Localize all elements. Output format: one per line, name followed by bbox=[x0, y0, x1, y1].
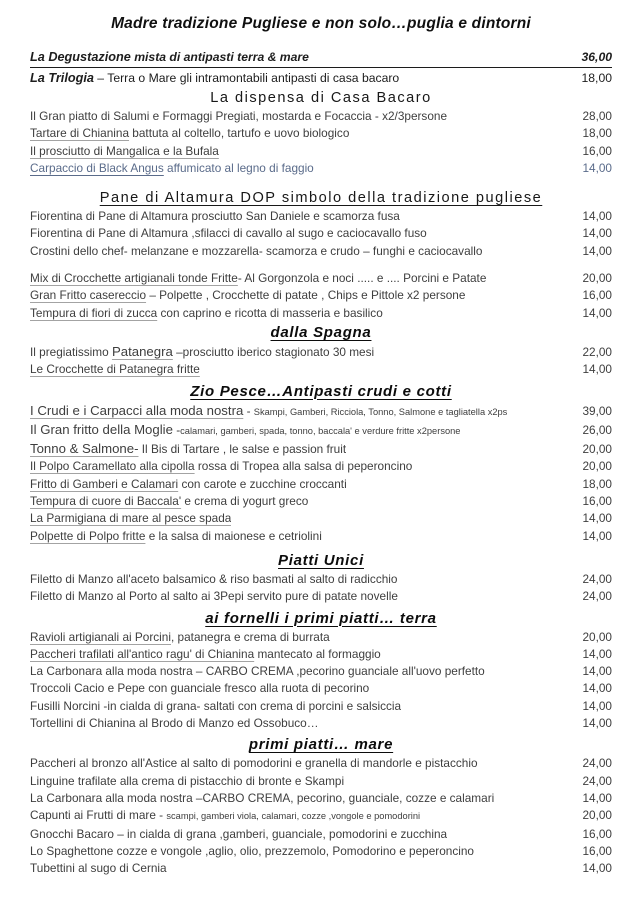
item-name-part: Tubettini al sugo di Cernia bbox=[30, 861, 167, 876]
menu-item-row bbox=[30, 225, 612, 242]
item-name-part: Tempura di cuore di Baccala' bbox=[30, 494, 182, 509]
item-name-part: Tonno & Salmone- bbox=[30, 441, 139, 457]
item-price: 22,00 bbox=[582, 344, 612, 359]
item-name-part: Filetto di Manzo all'aceto balsamico & riso basmati al salto di radicchio bbox=[30, 571, 398, 586]
menu-item-row bbox=[30, 715, 612, 732]
item-name bbox=[30, 160, 314, 177]
item-price: 39,00 bbox=[582, 403, 612, 418]
item-name-part: - Al Gorgonzola e noci ..... e .... Porcini e Patate bbox=[237, 271, 487, 286]
item-price: 16,00 bbox=[582, 843, 612, 858]
item-name-part: Filetto di Manzo al Porto al salto ai 3Pepi servito pure di patate novelle bbox=[30, 589, 398, 604]
item-name-part: Troccoli Cacio e Pepe con guanciale fresco alla ruota di pecorino bbox=[30, 681, 370, 696]
item-name bbox=[30, 510, 231, 527]
item-name-part: e la salsa di maionese e cetriolini bbox=[145, 528, 322, 543]
menu-item-row bbox=[30, 48, 612, 68]
item-name bbox=[30, 243, 482, 260]
item-name-part: Il Polpo Caramellato alla cipolla bbox=[30, 459, 195, 474]
menu-item-row bbox=[30, 807, 612, 825]
menu-item-row bbox=[30, 860, 612, 877]
menu-item-row bbox=[30, 528, 612, 545]
item-price: 14,00 bbox=[582, 305, 612, 320]
item-name bbox=[30, 402, 507, 421]
item-name-part: Tartare di Chianina bbox=[30, 126, 130, 141]
item-name-part: Gnocchi Bacaro – in cialda di grana ,gamberi, guanciale, pomodorini e zucchina bbox=[30, 826, 448, 841]
menu-item-row bbox=[30, 571, 612, 588]
item-name bbox=[30, 343, 374, 361]
menu-item-row bbox=[30, 160, 612, 177]
item-name bbox=[30, 421, 460, 440]
menu-section bbox=[30, 324, 612, 379]
item-name bbox=[30, 476, 347, 493]
section-header bbox=[30, 90, 612, 106]
menu-item-row bbox=[30, 493, 612, 510]
section-header bbox=[30, 383, 612, 400]
menu-item-row bbox=[30, 510, 612, 527]
item-name-part: Fiorentina di Pane di Altamura ,sfilacci di cavallo al sugo e caciocavallo fuso bbox=[30, 226, 427, 241]
section-header-text: Zio Pesce…Antipasti crudi e cotti bbox=[190, 382, 452, 400]
item-price: 36,00 bbox=[581, 50, 612, 64]
menu-item-row bbox=[30, 208, 612, 225]
item-name bbox=[30, 571, 397, 588]
item-name bbox=[30, 69, 399, 87]
item-name-part: Il Gran fritto della Moglie bbox=[30, 421, 173, 437]
item-name bbox=[30, 493, 308, 510]
item-name-part: Il pregiatissimo bbox=[30, 344, 112, 359]
menu-section bbox=[30, 383, 612, 545]
item-name-part: Ravioli artigianali ai Porcini bbox=[30, 629, 171, 644]
item-price: 14,00 bbox=[582, 664, 612, 679]
menu-item-row bbox=[30, 287, 612, 304]
menu-item-row bbox=[30, 629, 612, 646]
item-price: 24,00 bbox=[582, 571, 612, 586]
item-name-part: Fritto di Gamberi e Calamari bbox=[30, 476, 179, 491]
item-price: 20,00 bbox=[582, 271, 612, 286]
menu-item-row bbox=[30, 826, 612, 843]
item-name-part: Tempura di fiori di zucca bbox=[30, 305, 158, 320]
menu-item-row bbox=[30, 663, 612, 680]
item-name bbox=[30, 807, 420, 825]
item-name bbox=[30, 826, 447, 843]
menu-section bbox=[30, 736, 612, 877]
item-price: 20,00 bbox=[582, 442, 612, 457]
item-name-part: - bbox=[243, 403, 254, 418]
item-name-part: rossa di Tropea alla salsa di peperoncino bbox=[194, 459, 413, 474]
menu-section bbox=[30, 90, 612, 177]
item-name-part: Polpette di Polpo fritte bbox=[30, 528, 146, 543]
menu-item-row bbox=[30, 843, 612, 860]
item-name-part: Linguine trafilate alla crema di pistacchio di bronte e Skampi bbox=[30, 773, 345, 788]
item-price: 24,00 bbox=[582, 756, 612, 771]
item-name-part: Crostini dello chef- melanzane e mozzarella- scamorza e crudo – funghi e caciocavallo bbox=[30, 243, 483, 258]
item-name-part: e crema di yogurt greco bbox=[181, 494, 309, 509]
item-price: 28,00 bbox=[582, 109, 612, 123]
item-price: 14,00 bbox=[582, 243, 612, 258]
item-name-part: Fusilli Norcini -in cialda di grana- saltati con crema di porcini e salsiccia bbox=[30, 698, 402, 713]
item-name bbox=[30, 108, 447, 125]
page-title: Madre tradizione Pugliese e non solo…puglia e dintorni bbox=[111, 15, 531, 32]
item-price: 16,00 bbox=[582, 143, 612, 158]
item-name-part: - bbox=[172, 422, 181, 437]
item-price: 18,00 bbox=[582, 476, 612, 491]
menu-section bbox=[30, 610, 612, 733]
item-name bbox=[30, 755, 478, 772]
menu-item-row bbox=[30, 588, 612, 605]
item-name bbox=[30, 629, 330, 646]
item-name-part: , patanegra e crema di burrata bbox=[170, 629, 330, 644]
item-name-part: mantecato al formaggio bbox=[254, 646, 381, 661]
item-name bbox=[30, 440, 346, 458]
item-name-part: La Carbonara alla moda nostra – CARBO CREMA ,pecorino guanciale all'uovo perfetto bbox=[30, 664, 485, 679]
item-name-part: Il prosciutto di Mangalica e la Bufala bbox=[30, 143, 219, 158]
item-name bbox=[30, 225, 427, 242]
item-name-part: Fiorentina di Pane di Altamura prosciutto San Daniele e scamorza fusa bbox=[30, 209, 400, 224]
menu-item-row bbox=[30, 790, 612, 807]
section-header bbox=[30, 610, 612, 627]
menu-section bbox=[30, 190, 612, 322]
item-price: 20,00 bbox=[582, 629, 612, 644]
item-price: 14,00 bbox=[582, 716, 612, 731]
item-name bbox=[30, 860, 167, 877]
menu-sections bbox=[30, 90, 612, 877]
item-name bbox=[30, 773, 344, 790]
item-price: 14,00 bbox=[582, 160, 612, 175]
item-price: 18,00 bbox=[581, 71, 612, 85]
item-name-part: La Parmigiana di mare al pesce spada bbox=[30, 511, 232, 526]
item-name-part: Paccheri al bronzo all'Astice al salto di pomodorini e granella di mandorle e pistacchio bbox=[30, 756, 478, 771]
menu-item-row bbox=[30, 125, 612, 142]
item-name bbox=[30, 270, 486, 287]
item-price: 14,00 bbox=[582, 226, 612, 241]
section-header-text: Piatti Unici bbox=[278, 551, 364, 569]
menu-item-row bbox=[30, 680, 612, 697]
item-name bbox=[30, 698, 401, 715]
item-name-part: Tortellini di Chianina al Brodo di Manzo ed Ossobuco… bbox=[30, 716, 319, 731]
item-price: 14,00 bbox=[582, 790, 612, 805]
item-name bbox=[30, 715, 319, 732]
item-name-lead: La Trilogia bbox=[30, 71, 94, 85]
item-name-part: con caprino e ricotta di masseria e basilico bbox=[157, 305, 383, 320]
item-price: 14,00 bbox=[582, 681, 612, 696]
menu-item-row bbox=[30, 698, 612, 715]
item-price: 14,00 bbox=[582, 698, 612, 713]
menu-item-row bbox=[30, 421, 612, 440]
item-name bbox=[30, 790, 494, 807]
item-name-rest: – Terra o Mare gli intramontabili antipasti di casa bacaro bbox=[93, 71, 400, 85]
item-name-part: battuta al coltello, tartufo e uovo biologico bbox=[129, 126, 350, 141]
item-name-part: Patanegra bbox=[111, 343, 173, 359]
menu-item-row bbox=[30, 755, 612, 772]
item-name bbox=[30, 48, 309, 66]
item-name-part: Paccheri trafilati all'antico ragu' di Chianina bbox=[30, 646, 255, 661]
item-name-rest: mista di antipasti terra & mare bbox=[130, 50, 309, 64]
item-name-part: –prosciutto iberico stagionato 30 mesi bbox=[172, 344, 375, 359]
item-price: 16,00 bbox=[582, 494, 612, 509]
item-name-part: – Polpette , Crocchette di patate , Chips e Pittole x2 persone bbox=[146, 288, 466, 303]
item-name bbox=[30, 680, 369, 697]
item-price: 14,00 bbox=[582, 861, 612, 876]
item-price: 14,00 bbox=[582, 528, 612, 543]
item-name bbox=[30, 646, 381, 663]
menu-item-row bbox=[30, 646, 612, 663]
item-price: 14,00 bbox=[582, 646, 612, 661]
menu-item-row bbox=[30, 402, 612, 421]
item-name-lead: La Degustazione bbox=[30, 50, 131, 64]
menu-item-row bbox=[30, 343, 612, 361]
item-price: 24,00 bbox=[582, 589, 612, 604]
item-name-part: - bbox=[155, 808, 167, 823]
menu-item-row bbox=[30, 305, 612, 322]
section-header bbox=[30, 324, 612, 341]
item-name bbox=[30, 208, 400, 225]
item-price: 14,00 bbox=[582, 362, 612, 377]
item-name bbox=[30, 663, 485, 680]
item-price: 26,00 bbox=[582, 422, 612, 437]
item-price: 14,00 bbox=[582, 511, 612, 526]
item-name-part: Il Bis di Tartare , le salse e passion fruit bbox=[138, 442, 347, 457]
section-header bbox=[30, 552, 612, 569]
item-name-part: affumicato al legno di faggio bbox=[163, 160, 314, 175]
item-name-part: calamari, gamberi, spada, tonno, baccala' e verdure fritte x2persone bbox=[180, 425, 461, 436]
menu-item-row bbox=[30, 476, 612, 493]
menu-item-row bbox=[30, 108, 612, 125]
item-name bbox=[30, 528, 322, 545]
menu-item-row bbox=[30, 69, 612, 87]
section-header-text: ai fornelli i primi piatti… terra bbox=[205, 609, 437, 627]
item-name-part: I Crudi e i Carpacci alla moda nostra bbox=[30, 402, 244, 418]
section-header bbox=[30, 190, 612, 206]
item-name bbox=[30, 287, 465, 304]
section-header-text: La dispensa di Casa Bacaro bbox=[210, 90, 432, 106]
spacer bbox=[30, 260, 612, 270]
menu-item-row bbox=[30, 361, 612, 378]
item-name-part: La Carbonara alla moda nostra –CARBO CREMA, pecorino, guanciale, cozze e calamari bbox=[30, 790, 495, 805]
section-header-text: primi piatti… mare bbox=[248, 736, 394, 754]
item-name bbox=[30, 125, 349, 142]
featured-items bbox=[30, 48, 612, 87]
item-name bbox=[30, 361, 200, 378]
item-price: 20,00 bbox=[582, 459, 612, 474]
item-name-part: con carote e zucchine croccanti bbox=[178, 476, 347, 491]
item-price: 20,00 bbox=[582, 808, 612, 823]
section-header-text: Pane di Altamura DOP simbolo della tradizione pugliese bbox=[99, 190, 543, 207]
item-name bbox=[30, 588, 398, 605]
item-name bbox=[30, 843, 474, 860]
item-price: 16,00 bbox=[582, 826, 612, 841]
item-price: 14,00 bbox=[582, 209, 612, 224]
item-name-part: Le Crocchette di Patanegra fritte bbox=[30, 362, 200, 377]
item-name bbox=[30, 143, 219, 160]
menu-section bbox=[30, 552, 612, 606]
item-name-part: Lo Spaghettone cozze e vongole ,aglio, olio, prezzemolo, Pomodorino e peperoncino bbox=[30, 843, 474, 858]
section-header-text: dalla Spagna bbox=[270, 323, 372, 341]
item-name bbox=[30, 458, 412, 475]
menu-item-row bbox=[30, 773, 612, 790]
item-price: 18,00 bbox=[582, 126, 612, 141]
item-name-part: Mix di Crocchette artigianali tonde Fritte bbox=[30, 271, 238, 286]
item-name-part: Capunti ai Frutti di mare bbox=[30, 808, 156, 823]
item-name-part: Il Gran piatto di Salumi e Formaggi Pregiati, mostarda e Focaccia - x2/3persone bbox=[30, 109, 448, 123]
item-name-part: Gran Fritto casereccio bbox=[30, 288, 147, 303]
menu-item-row bbox=[30, 143, 612, 160]
item-name-part: scampi, gamberi viola, calamari, cozze ,vongole e pomodorini bbox=[166, 811, 421, 822]
item-price: 16,00 bbox=[582, 288, 612, 303]
menu-item-row bbox=[30, 243, 612, 260]
section-header bbox=[30, 736, 612, 753]
item-price: 24,00 bbox=[582, 773, 612, 788]
menu-item-row bbox=[30, 440, 612, 458]
item-name-part: Skampi, Gamberi, Ricciola, Tonno, Salmone e tagliatella x2ps bbox=[253, 406, 508, 417]
item-name-part: Carpaccio di Black Angus bbox=[30, 160, 164, 175]
menu-item-row bbox=[30, 270, 612, 287]
item-name bbox=[30, 305, 383, 322]
menu-item-row bbox=[30, 458, 612, 475]
